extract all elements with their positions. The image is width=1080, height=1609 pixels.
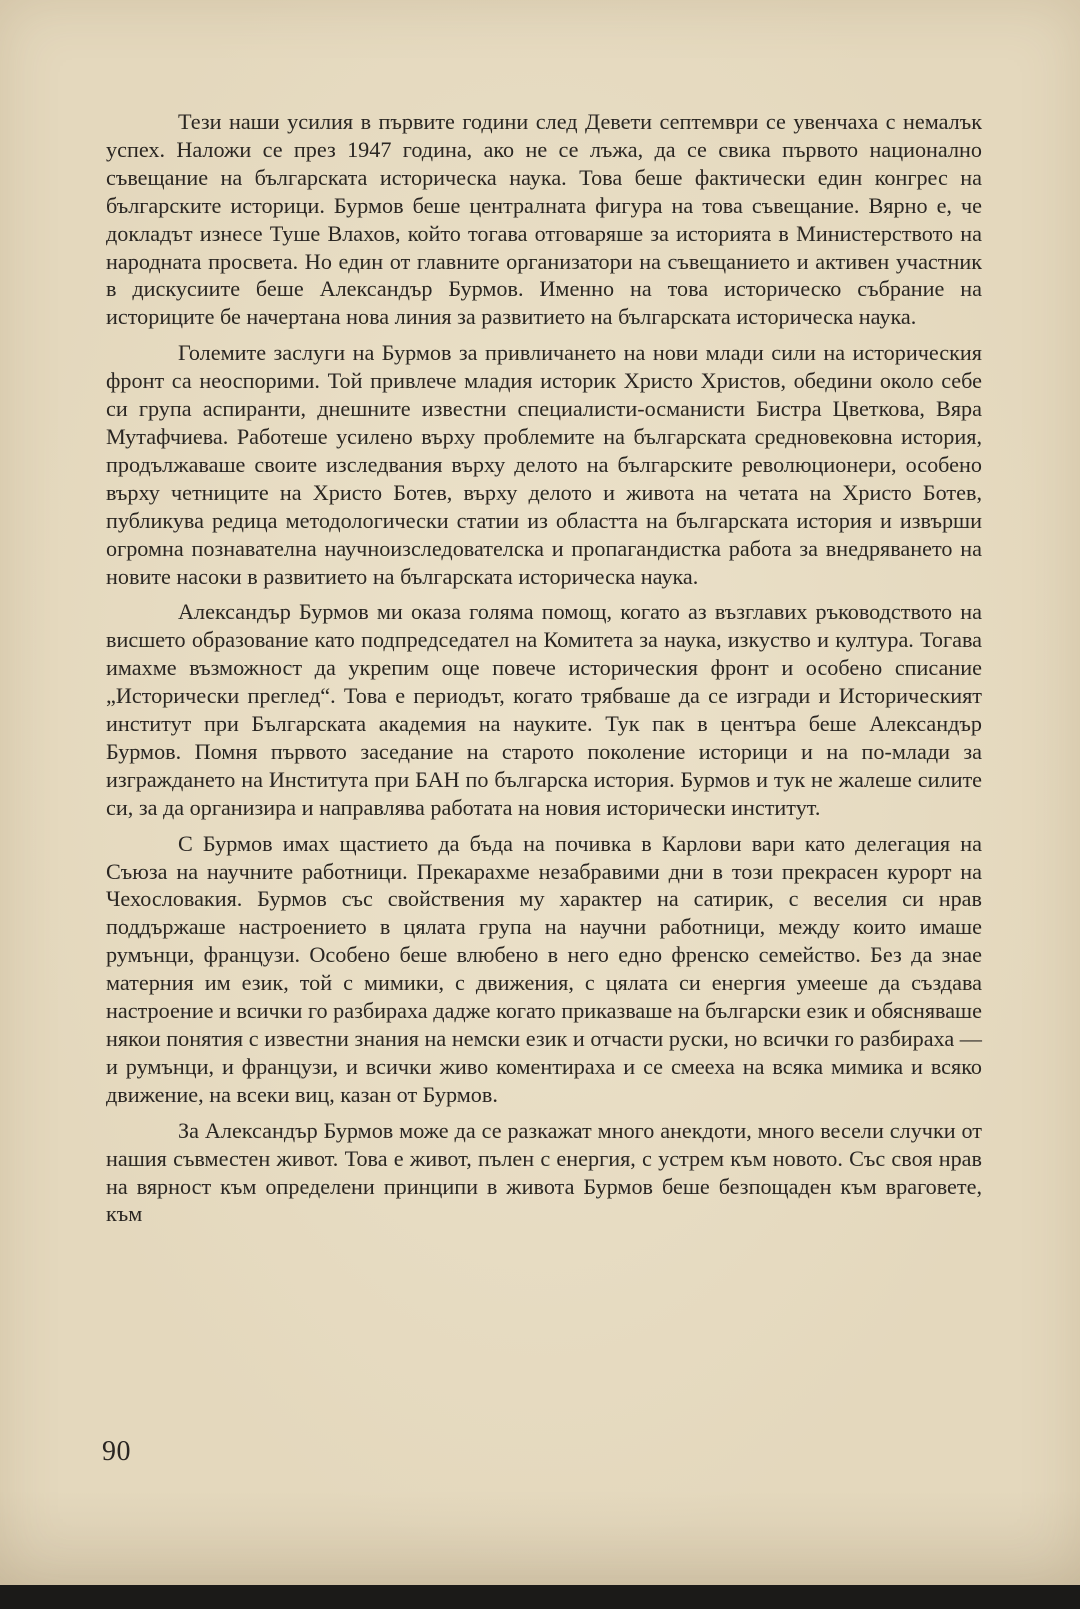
body-text: [106, 108, 982, 1228]
paragraph-5: За Александър Бурмов може да се разкажат много анекдоти, много весели случки от нашия съвместен живот. Това е живот, пълен с енергия, с устрем към новото. Със своя нрав на вярност към определени принципи в живота Бурмов беше безпощаден към враговете, към: [106, 1117, 982, 1227]
scan-bottom-edge: [0, 1585, 1080, 1609]
paragraph-2: Големите заслуги на Бурмов за привличането на нови млади сили на историческия фронт са неоспорими. Той привлече младия историк Христо Христов, обедини около себе си група аспиранти, днешните известни специалисти-османисти Бистра Цветкова, Вяра Мутафчиева. Работеше усилено върху проблемите на българската средновековна история, продължаваше своите изследвания върху делото на българските революционери, особено върху четниците на Христо Ботев, върху делото и живота на четата на Христо Ботев, публикува редица методологически статии из областта на българската история и извърши огромна познавателна научноизследователска и пропагандистка работа за внедряването на новите насоки в развитието на българската историческа наука.: [106, 340, 982, 589]
page-number: 90: [102, 1436, 131, 1467]
paragraph-3: Александър Бурмов ми оказа голяма помощ, когато аз възглавих ръководството на висшето образование като подпредседател на Комитета за наука, изкуство и култура. Тогава имахме възможност да укрепим още повече историческия фронт и особено списание „Исторически преглед“. Това е периодът, когато трябваше да се изгради и Историческият институт при Българската академия на науките. Тук пак в центъра беше Александър Бурмов. Помня първото заседание на старото поколение историци и на по-млади за изграждането на Института при БАН по българска история. Бурмов и тук не жалеше силите си, за да организира и направлява работата на новия исторически институт.: [106, 599, 982, 820]
paragraph-4: С Бурмов имах щастието да бъда на почивка в Карлови вари като делегация на Съюза на научните работници. Прекарахме незабравими дни в този прекрасен курорт на Чехословакия. Бурмов със свойствения му характер на сатирик, с веселия си нрав поддържаше настроението в цялата група на научни работници, между които имаше румънци, французи. Особено беше влюбено в него едно френско семейство. Без да знае матерния им език, той с мимики, с движения, с цялата си енергия умееше да създава настроение и всички го разбираха дадже когато приказваше на български език и обясняваше някои понятия с известни знания на немски език и отчасти руски, но всички го разбираха — и румънци, и французи, и всички живо коментираха и се смееха на всяка мимика и всяко движение, на всеки виц, казан от Бурмов.: [106, 830, 982, 1107]
paragraph-1: Тези наши усилия в първите години след Девети септември се увенчаха с немалък успех. Наложи се през 1947 година, ако не се лъжа, да се свика първото национално съвещание на българската историческа наука. Това беше фактически един конгрес на българските историци. Бурмов беше централната фигура на това съвещание. Вярно е, че докладът изнесе Туше Влахов, който тогава отговаряше за историята в Министерството на народната просвета. Но един от главните организатори на съвещанието и активен участник в дискусиите беше Александър Бурмов. Именно на това историческо събрание на историците бе начертана нова линия за развитието на българската историческа наука.: [106, 109, 982, 330]
